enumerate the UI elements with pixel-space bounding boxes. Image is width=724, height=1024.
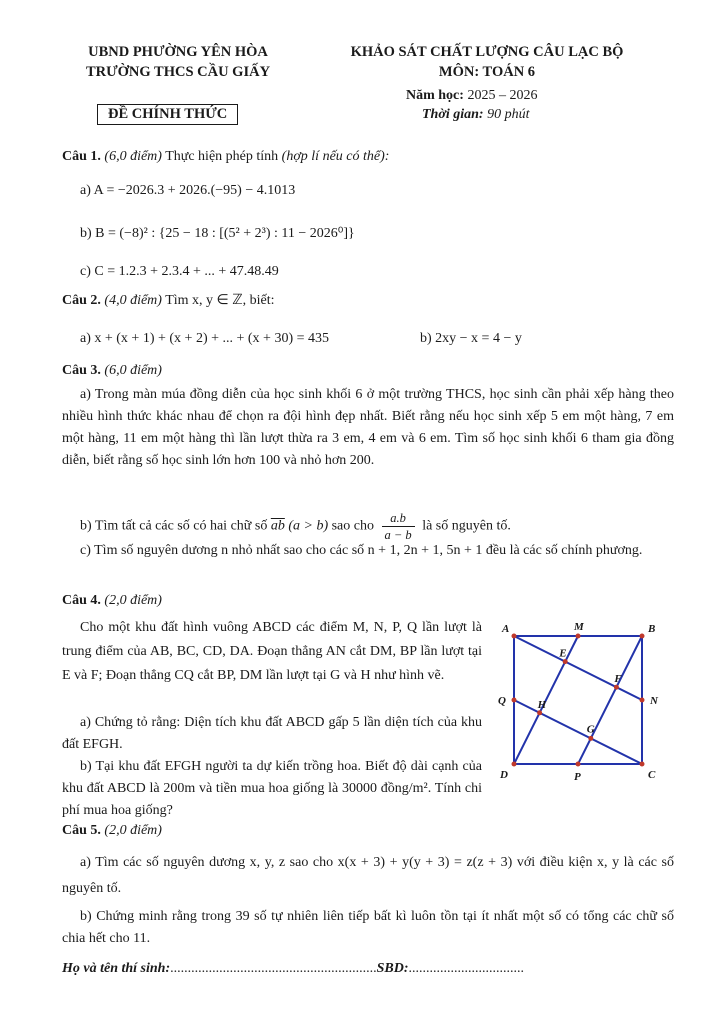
- q2-desc: Tìm x, y ∈ ℤ, biết:: [165, 293, 275, 308]
- q4-title: Câu 4.: [62, 593, 101, 608]
- label-D: D: [500, 769, 508, 781]
- label-A: A: [502, 623, 510, 635]
- year-label: Năm học:: [406, 88, 464, 103]
- point-C: [640, 762, 645, 767]
- segment-CQ: [514, 700, 642, 764]
- point-B: [640, 634, 645, 639]
- label-Q: Q: [498, 695, 506, 707]
- point-D: [512, 762, 517, 767]
- q2-part-b: b) 2xy − x = 4 − y: [420, 331, 522, 346]
- q3-part-b: [80, 510, 511, 543]
- q3-b-frac-den: a − b: [384, 528, 412, 542]
- q2-title: Câu 2.: [62, 293, 101, 308]
- q3-b-mid: sao cho: [331, 518, 374, 534]
- point-N: [640, 698, 645, 703]
- candidate-info: [62, 960, 524, 978]
- q5-points: (2,0 điểm): [104, 823, 162, 838]
- point-E: [563, 659, 568, 664]
- exam-time: [422, 106, 529, 124]
- diagram-lines: [514, 636, 642, 764]
- diagram-points: [512, 634, 645, 767]
- q1-heading: [62, 148, 389, 166]
- q3-heading: [62, 362, 162, 380]
- label-B: B: [648, 623, 656, 635]
- school-year: [406, 87, 537, 105]
- point-M: [576, 634, 581, 639]
- q5-part-b: b) Chứng minh rằng trong 39 số tự nhiên liên tiếp bất kì luôn tồn tại ít nhất một số có tổng các chữ số chia hết cho 11.: [62, 909, 674, 946]
- label-N: N: [650, 695, 658, 707]
- q3-part-c: c) Tìm số nguyên dương n nhỏ nhất sao cho các số n + 1, 2n + 1, 5n + 1 đều là các số chính phương.: [80, 543, 643, 558]
- q3-title: Câu 3.: [62, 363, 101, 378]
- q1-hint: (hợp lí nếu có thể):: [281, 149, 390, 164]
- q1-points: (6,0 điểm): [104, 149, 162, 164]
- q1-part-b: b) B = (−8)² : {25 − 18 : [(5² + 2³) : 11 − 2026⁰]}: [80, 226, 355, 241]
- q4-part-b: b) Tại khu đất EFGH người ta dự kiến trồng hoa. Biết độ dài cạnh của khu đất ABCD là 200m và tiền mua hoa giống là 30000 đồng/m². Tính chi phí mua hoa giống?: [62, 759, 482, 818]
- point-G: [588, 736, 593, 741]
- q3-part-a: a) Trong màn múa đồng diễn của học sinh khối 6 ở một trường THCS, học sinh cần phải xếp hàng theo nhiều hình thức khác nhau để chọn ra đội hình đẹp nhất. Biết rằng nếu học sinh xếp 5 em một hàng, 7 em một hàng, 11 em một hàng thì lần lượt thừa ra 3 em, 4 em và 6 em. Tìm số học sinh khối 6 tham gia đồng diễn, biết rằng số học sinh lớn hơn 100 và nhỏ hơn 200.: [62, 387, 674, 468]
- sbd-label: SBD:: [376, 961, 409, 976]
- label-G: G: [586, 723, 595, 736]
- q3-b-condition: (a > b): [288, 518, 329, 534]
- label-C: C: [648, 769, 656, 781]
- q4-heading: [62, 592, 162, 610]
- candidate-name-dots: ...........................................................: [170, 961, 377, 976]
- official-label: ĐỀ CHÍNH THỨC: [97, 104, 238, 125]
- q1-part-a: a) A = −2026.3 + 2026.(−95) − 4.1013: [80, 183, 296, 198]
- q5-heading: [62, 822, 162, 840]
- label-M: M: [574, 621, 584, 633]
- q3-b-end: là số nguyên tố.: [422, 518, 511, 534]
- q3-b-number: $\overline{ab}$: [270, 518, 285, 534]
- q1-desc: Thực hiện phép tính: [165, 149, 279, 164]
- segment-AN: [514, 636, 642, 700]
- q5-part-a: a) Tìm các số nguyên dương x, y, z sao cho x(x + 3) + y(y + 3) = z(z + 3) với điều kiện x, y là các số nguyên tố.: [62, 855, 674, 896]
- label-P: P: [574, 771, 581, 783]
- sbd-dots: .................................: [408, 961, 525, 976]
- q5-title: Câu 5.: [62, 823, 101, 838]
- q1-title: Câu 1.: [62, 149, 101, 164]
- label-F: F: [614, 673, 622, 686]
- time-label: Thời gian:: [422, 107, 484, 122]
- point-Q: [512, 698, 517, 703]
- subject-label: MÔN: TOÁN 6: [438, 64, 536, 80]
- time-value: 90 phút: [487, 107, 530, 122]
- point-F: [614, 685, 619, 690]
- segment-BP: [578, 636, 642, 764]
- label-H: H: [537, 698, 547, 711]
- exam-title: KHẢO SÁT CHẤT LƯỢNG CÂU LẠC BỘ: [350, 44, 624, 60]
- q2-part-a: a) x + (x + 1) + (x + 2) + ... + (x + 30) = 435: [80, 331, 330, 346]
- q3-b-frac-num: a.b: [382, 510, 415, 527]
- q4-part-a: a) Chứng tỏ rằng: Diện tích khu đất ABCD gấp 5 lần diện tích của khu đất EFGH.: [62, 715, 482, 752]
- year-value: 2025 – 2026: [467, 88, 538, 103]
- q3-points: (6,0 điểm): [104, 363, 162, 378]
- point-H: [537, 710, 542, 715]
- label-E: E: [559, 647, 567, 660]
- q2-heading: [62, 292, 275, 310]
- school-name: TRƯỜNG THCS CẦU GIẤY: [85, 64, 271, 80]
- candidate-name-label: Họ và tên thí sinh:: [62, 961, 171, 976]
- q3-b-text: b) Tìm tất cả các số có hai chữ số: [80, 518, 268, 534]
- point-P: [576, 762, 581, 767]
- point-A: [512, 634, 517, 639]
- q1-part-c: c) C = 1.2.3 + 2.3.4 + ... + 47.48.49: [80, 264, 279, 279]
- school-district: UBND PHƯỜNG YÊN HÒA: [88, 44, 268, 60]
- square-diagram: [496, 618, 666, 788]
- q4-intro: Cho một khu đất hình vuông ABCD các điểm M, N, P, Q lần lượt là trung điểm của AB, BC, CD, DA. Đoạn thẳng AN cắt DM, BP lần lượt tại E và F; Đoạn thẳng CQ cắt BP, DM lần lượt tại G và H như hình vẽ.: [62, 620, 482, 683]
- q3-b-fraction: [382, 510, 415, 543]
- q2-points: (4,0 điểm): [104, 293, 162, 308]
- q4-points: (2,0 điểm): [104, 593, 162, 608]
- diagram-labels: [498, 621, 659, 783]
